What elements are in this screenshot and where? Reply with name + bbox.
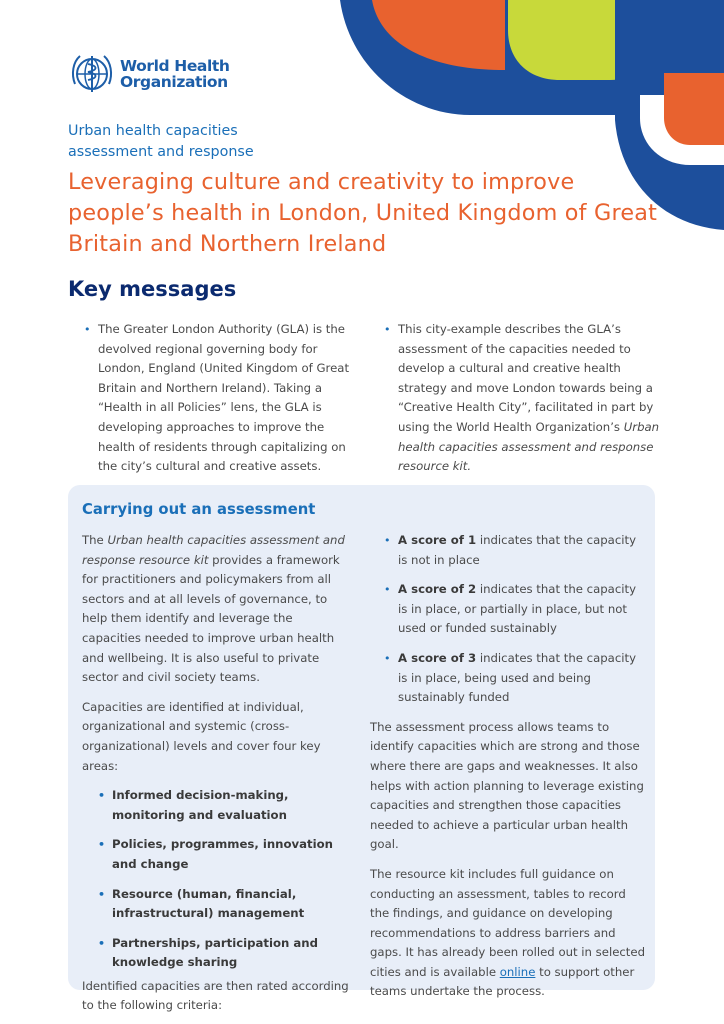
online-link[interactable]: online bbox=[499, 964, 536, 979]
assessment-right-column bbox=[370, 531, 646, 1002]
capacities-paragraph: Capacities are identified at individual, organizational and systemic (cross-organizational) levels and cover four key areas: bbox=[82, 699, 321, 773]
score-label: A score of 2 bbox=[398, 582, 477, 597]
key-message-kit-title: Urban health capacities assessment and response resource kit. bbox=[398, 419, 660, 474]
key-area-item: • Resource (human, financial, infrastructural) management bbox=[98, 885, 354, 924]
intro-post: provides a framework for practitioners and policymakers from all sectors and at all levels of governance, to help them identify and leverage the capacities needed to improve urban health and wellbeing. It is also useful to private sector and civil society teams. bbox=[82, 552, 340, 685]
who-logo bbox=[68, 50, 230, 98]
key-messages-left bbox=[84, 320, 364, 477]
assessment-intro-paragraph bbox=[82, 531, 354, 688]
series-line-2: assessment and response bbox=[68, 144, 254, 160]
resource-kit-paragraph bbox=[370, 865, 646, 1002]
score-criteria-list bbox=[370, 531, 646, 708]
resource-kit-post: to support other teams undertake the process. bbox=[370, 964, 635, 999]
score-description: indicates that the capacity is in place, or partially in place, but not used or funded sustainably bbox=[398, 582, 636, 636]
key-message-text: This city-example describes the GLA’s assessment of the capacities needed to develop a cultural and creative health strategy and move London towards being a “Creative Health City”, facilitated in part by using the World Health Organization’s bbox=[398, 322, 654, 434]
series-label bbox=[68, 121, 254, 163]
criteria-intro-paragraph: Identified capacities are then rated according to the following criteria: bbox=[82, 978, 349, 1013]
series-line-1: Urban health capacities bbox=[68, 123, 238, 139]
assessment-process-paragraph: The assessment process allows teams to identify capacities which are strong and those where there are gaps and weaknesses. It also helps with action planning to leverage existing capacities and strengthen those capacities needed to achieve a particular urban health goal. bbox=[370, 719, 644, 852]
intro-kit-title: Urban health capacities assessment and response resource kit bbox=[82, 533, 345, 567]
score-criterion-item bbox=[384, 649, 646, 708]
logo-line-1: World Health bbox=[120, 57, 230, 75]
resource-kit-pre: The resource kit includes full guidance on conducting an assessment, tables to record the findings, and guidance on developing recommendations to address barriers and gaps. It has already been rolled out in selected cities and is available bbox=[370, 866, 645, 979]
page-title: Leveraging culture and creativity to improve people’s health in London, United Kingdom of Great Britain and Northern Ireland bbox=[68, 169, 658, 257]
key-area-item: • Partnerships, participation and knowledge sharing bbox=[98, 934, 354, 973]
score-label: A score of 3 bbox=[398, 650, 477, 665]
assessment-left-column bbox=[82, 531, 354, 1016]
key-messages-heading: Key messages bbox=[68, 277, 237, 301]
key-areas-list bbox=[82, 786, 354, 973]
score-criterion-item bbox=[384, 531, 646, 570]
score-criterion-item bbox=[384, 580, 646, 639]
score-label: A score of 1 bbox=[398, 533, 477, 547]
key-area-item: • Policies, programmes, innovation and change bbox=[98, 835, 354, 874]
key-message-item: • The Greater London Authority (GLA) is the devolved regional governing body for London, England (United Kingdom of Great Britain and Northern Ireland). Taking a “Health in all Policies” lens, the GLA is developing approaches to improve the health of residents through capitalizing on the city’s cultural and creative assets. bbox=[84, 320, 364, 477]
who-emblem-icon bbox=[68, 50, 116, 98]
intro-pre: The bbox=[82, 533, 108, 547]
logo-line-2: Organization bbox=[120, 73, 228, 91]
key-area-item: • Informed decision-making, monitoring and evaluation bbox=[98, 786, 354, 825]
score-description: indicates that the capacity is in place, being used and being sustainably funded bbox=[398, 650, 636, 705]
key-messages-right bbox=[384, 320, 664, 477]
score-description: indicates that the capacity is not in place bbox=[398, 533, 636, 567]
key-message-item bbox=[384, 320, 664, 477]
assessment-heading: Carrying out an assessment bbox=[82, 501, 316, 518]
orange-corner-shape bbox=[664, 73, 724, 145]
